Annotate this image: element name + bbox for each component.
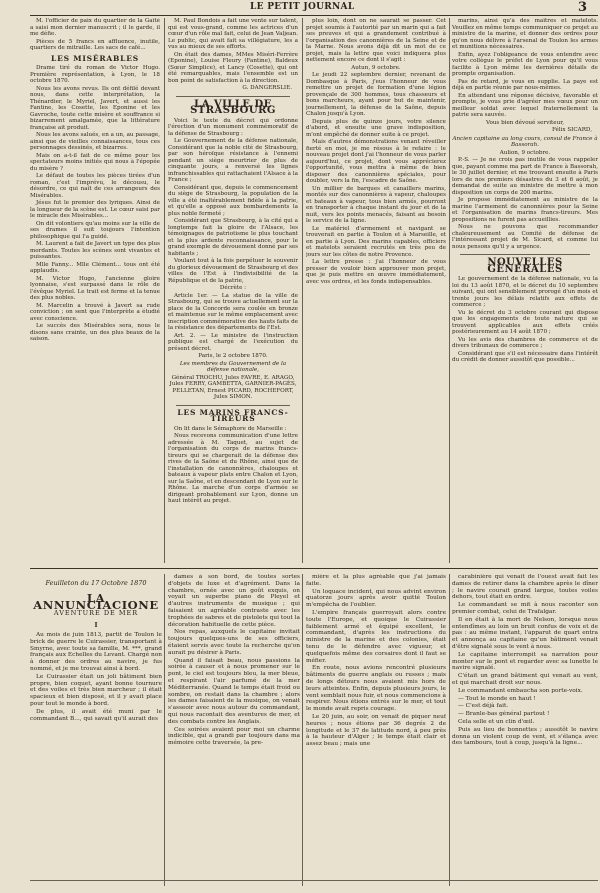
closing: Vous bien dévoué serviteur, (485, 119, 565, 126)
paragraph: carabinière qui venait de l'ouest avait fait les dames de retirer dans la chambre après le dîner ; le navire courait grand largue, toutes voiles dehors, tout était en ordre. (452, 574, 598, 601)
separator (176, 96, 290, 97)
paragraph: On dit volontiers qu'au moins sur la ville de ses drames il suit toujours l'intention philosophique qui l'a guidé. (30, 220, 160, 240)
paragraph: Jésus fut le premier des lyriques. Ainsi de la longueur de la scène est. Le cœur saisi par le miracle des Misérables... (30, 200, 160, 219)
paragraph: dames à son bord, de toutes sortes d'objets de luxe et d'agrément. Dans la chambre, ornée avec un goût exquis, on voyait un superbe piano de Pleyel et d'autres instruments de musique ; qui faisaient un agréable contraste avec les trophées de sabres et de pistolets qui tout la décoration habituelle de cette pièce. (168, 574, 300, 628)
feuilleton-column-4 (452, 574, 598, 886)
paragraph: En attendant une réponse décisive, favorable et prompte, je vous prie d'agréer mes vœux pour un meilleur soldat avec lequel fraternellement la patrie sera sauvée. (452, 92, 598, 118)
paragraph: — C'est déjà fait. (458, 703, 509, 710)
paragraph: Drame tiré du roman de Victor Hugo. Première représentation, à Lyon, le 18 octobre 1870. (30, 65, 160, 84)
signer-name: Félix SICARD, (551, 127, 592, 133)
story-part: I (94, 621, 98, 630)
paragraph: Ces soirées avaient pour moi un charme indicible, qui a grandi par toujours dans ma mémoire cette traversée, la pre- (168, 726, 300, 747)
signatories-label: Les membres du Gouvernement de la défense nationale, (179, 360, 287, 373)
separator (176, 405, 290, 406)
column-2 (168, 18, 298, 563)
paragraph: Nous recevons communication d'une lettre adressée à M. Taquet, au sujet de l'organisation du corps de marins francs-tireurs qui se chargerait de la défense des rives de la Saône et du Rhône, ainsi que de l'installation de canonnières, chaloupes et bateaux à vapeur plats entre Chalon et Lyon, sur la Saône, et en descendant de Lyon sur le Rhône. La marche d'un corps d'armée se dirigeant probablement sur Lyon, donne un haut intérêt au projet. (168, 433, 298, 504)
paragraph: M. Victor Hugo, l'ancienne gloire lyonnaise, s'est surpassé dans le rôle de l'évêque Myriel. Le trait est ferme et la tenue des plus nobles. (30, 275, 160, 301)
section-heading: LES MARINS FRANCS-TIREURS (177, 407, 289, 423)
paragraph: Le jeudi 22 septembre dernier, revenant de Dombasque à Paris, j'eus l'honneur de vous remettre un projet de formation d'une légion provençale de 300 hommes, tous chasseurs et bons marcheurs, ayant pour but de maintenir, journellement, la défense de la Saône, depuis Chalon jusqu'à Lyon. (306, 72, 446, 117)
dateline: Aulion, 9 octobre. (499, 149, 551, 156)
paragraph: Article 1er. — La statue de la ville de Strasbourg, qui se trouve actuellement sur la place de la Concorde sera coulée en bronze et maintenue sur le même emplacement avec inscription commémorative des hauts faits de la résistance des départements de l'Est. (168, 292, 298, 331)
column-divider (449, 574, 450, 886)
story-subtitle: AVENTURE DE MER (53, 609, 139, 618)
paragraph: Vu les avis des chambres de commerce et de divers tribunaux de commerce ; (452, 336, 598, 349)
paragraph: — Tout le monde en haut ! (458, 695, 536, 702)
paragraph: Pièces de 5 francs en affluence, inutile, quartiers de mitraille. Les sacs de café... (30, 38, 160, 51)
paragraph: Un millier de barques et canaillers marins, montés sur des canonnières à vapeur, chaloupes et bateaux à vapeur, tous bien armés, pourront en transporter à chaque instant du jour et de la nuit, vers les points menacés, faisant au besoin le service de la ligne. (306, 185, 446, 224)
paragraph: Depuis plus de quinze jours, votre silence d'abord, et ensuite une grave indisposition, m'ont empêché de donner suite à ce projet. (306, 118, 446, 138)
feuilleton-label: Feuilleton du 17 Octobre 1870 (45, 579, 147, 587)
paragraph: Le Gouvernement de la défense nationale, Considérant que la noble cité de Strasbourg, par son héroïque résistance à l'ennemi pendant un siège meurtrier de plus de cinquante jours, a renversé les lignes infranchissables qui rattachaient l'Alsace à la France ; (168, 138, 298, 183)
paragraph: marins, ainsi qu'à des maîtres et matelots. Veuillez en même temps communiquer ce projet au ministre de la marine, et donner des ordres pour qu'on nous délivre à l'arsenal de Toulon les armes et munitions nécessaires. (452, 18, 598, 50)
paragraph: Le commandant se mit à nous raconter son premier combat, celui de Trafalgar. (452, 602, 598, 615)
signer-title: Ancien capitaine au long cours, consul de France à Bassorah. (452, 135, 598, 148)
paragraph: M. Marcelin a trouvé à Javert sa rude conviction ; on sent que l'interprète a étudié avec conscience. (30, 302, 160, 322)
paragraph: M. Paul Bondois a fait une vente sur talent, qui est vous-grand, comme les actrices d'un cœur d'un rôle mal fait, celui de Jean Valjean. Le public, qui avait fait sa villégiature, les a vus au mieux de ses efforts. (168, 18, 298, 50)
paragraph: Nos repas, auxquels le capitaine invitait toujours quelques-uns de ses officiers, étaient servis avec toute la recherche qu'on aurait pu désirer à Paris. (168, 629, 300, 656)
paragraph: M. l'officier de paix du quartier de la Gaîté a saisi mon dernier manuscrit ; il le garde, il me défie. (30, 18, 160, 37)
paragraph: Nous ne pouvons que recommander chaleureusement au Comité de défense de l'intéressant projet de M. Sicard, et comme lui nous pensons qu'il y a urgence. (452, 224, 598, 250)
paragraph: Voici le texte du décret qui ordonne l'érection d'un monument commémoratif de la défense de Strasbourg : (168, 117, 298, 137)
column-3 (306, 18, 446, 563)
paragraph: Le défaut de toutes les pièces tirées d'un roman, c'est l'imprévu, le décousu, le désordre, ce qui naît de ces arrangeurs des Misérables. (30, 173, 160, 199)
paragraph: Au mois de juin 1813, partit de Toulon le brick de guerre le Cuirassier, transportant à Smyrne, avec toute sa famille, M. ***, grand français aux Echelles du Levant. Chargé non à donner des ordres au navire, je fus nommé, et je me trouvai ainsi à bord. (30, 631, 162, 672)
paragraph: — Branle-bas général partout ! (458, 711, 550, 718)
bottom-rule (30, 880, 598, 881)
date-line: Paris, le 2 octobre 1870. (198, 353, 268, 359)
paragraph: Considérant que Strasbourg, à la cité qui a longtemps fait la gloire de l'Alsace, les témoignages de patriotisme le plus touchant et la plus ardente reconnaissance, pour le grand exemple de dévouement donné par ses habitants ; (168, 218, 298, 257)
section-heading: LES MISÉRABLES (51, 53, 139, 63)
section-heading: LA VILLE DE STRASBOURG (190, 98, 276, 116)
feuilleton-rule (30, 568, 598, 569)
column-divider (302, 18, 303, 563)
column-divider (164, 574, 165, 886)
column-divider (449, 18, 450, 563)
story-title: LA ANNUNCIACIONE (33, 590, 159, 612)
paragraph: Je propose immédiatement au ministre de la marine l'armement de canonnières pour la Seine et l'organisation de marins francs-tireurs. Mes propositions ne furent pas accueillies. (452, 197, 598, 223)
paragraph: Enfin, ayez l'obligeance de vous entendre avec votre collègue le préfet de Lyon pour qu'il vous facilite à Lyon même les dernières détails de prompte organisation. (452, 51, 598, 77)
paragraph: Mlle Fanny... Mlle Clément... tous ont été applaudis. (30, 261, 160, 274)
paragraph: Cela selle et un clin d'œil. (458, 718, 535, 725)
paragraph: Le 20 juin, au soir, on venait de piquer neuf heures ; nous étions par 36 degrés 2 de longitude et le 37 de latitude nord, à peu près à la hauteur d'Alger ; le temps était clair et assez beau ; mais une (306, 713, 446, 748)
paragraph: P.-S. — Je ne crois pas inutile de vous rappeler que, payant comme ma part de France à Bassorah, le 30 juillet dernier, et me trouvant ensuite à Paris lors de nos premiers désastres du 3 et 6 août, je demandai de suite au ministre de mettre à mon disposition un corps de 200 marins. (452, 157, 598, 196)
paragraph: De plus, il avait été muni par le commandant B..., qui savait qu'il aurait des (30, 708, 162, 722)
paragraph: Le commandant embaucha son porte-voix. (458, 687, 583, 694)
masthead (0, 2, 600, 14)
paragraph: mière et la plus agréable que j'ai jamais faite. (306, 574, 446, 587)
paragraph: Nous les avons salués, en a un, au passage, ainsi que de vieilles connaissances, tous ces personnages dessinés, et bizarres. (30, 132, 160, 151)
section-heading: NOUVELLES GÉNÉRALES (487, 257, 563, 275)
paragraph: Un loquace incident, qui nous advint environ quatorze jours après avoir quitté Toulon m'empêcha de l'oublier. (306, 588, 446, 609)
paragraph: Le Cuirassier était un joli bâtiment bien propre, bien coquet, ayant bonne tournure et des voiles et très bien marcheur ; il était spacieux et bien disposé, et il y avait place pour tout le monde à bord. (30, 673, 162, 707)
feuilleton-column-1 (30, 574, 162, 886)
paragraph: Pas de retard, je vous en supplie. La paye est déjà en partie réunie par nous-mêmes. (452, 78, 598, 91)
paragraph: Le capitaine interrompit sa narration pour monter sur le pont et regarder avec sa lunette le navire signalé. (452, 651, 598, 672)
paragraph: Il en était à la mort de Nelson, lorsque nous entendîmes au loin un bruit confus de voix et de pas : au même instant, l'apparut de quart entra et annonça au capitaine qu'un bâtiment venait d'être signalé sous le vent à nous. (452, 616, 598, 650)
paragraph: Puis au lieu de bonnettes ; aussitôt le navire donna un violent coup de vent, et s'élança avec des tambours, tout à coup, jusqu'à la ligne... (452, 726, 598, 747)
paragraph: Le succès des Misérables sera, nous le disons sans crainte, un des plus beaux de la saison. (30, 323, 160, 342)
signatories: Général TROCHU, Jules FAVRE, E. ARAGO, Jules FERRY, GAMBETTA, GARNIER-PAGÈS, PELLETAN, Ernest PICARD, ROCHEFORT, Jules SIMON. (169, 374, 297, 400)
paragraph: On était des dames, MMes Miséri-Ferrère (Eponine), Louise Fleury (Fantine), Baldeux (Sœur Simplice), et Lancy (Cosette), qui ont été remarquables, mais l'ensemble est un bon point de satisfaction à la direction. (168, 51, 298, 84)
top-rule (30, 15, 598, 16)
paragraph: La lettre presse : j'ai l'honneur de vous presser de vouloir bien approuver mon projet, que je puis mettre en œuvre immédiatement, avec vos ordres, et les fonds indispensables. (306, 259, 446, 285)
paragraph: L'empire français guerroyait alors contre toute l'Europe, et quoique le Cuirassier faiblement armé et équipé excellent, le commandant, d'après les instructions du ministre de la marine et des colonies, était tenu de le défendre avec vigueur, et quelquefois même des corsaires dont il faut se méfier. (306, 609, 446, 664)
paragraph: Art. 2. — Le ministre de l'instruction publique est chargé de l'exécution du présent décret. (168, 332, 298, 352)
separator (460, 254, 590, 255)
feuilleton-column-3 (306, 574, 446, 886)
column-divider (164, 18, 165, 563)
paragraph: Quand il faisait beau, nous passions la soirée à causer et à nous promener sur le pont, le ciel est toujours bleu, la mer bleue, et respirant l'air parfumé de la mer Méditerranée. Quand le temps était froid ou sombre, on restait dans la chambre ; alors les dames faisaient de la musique, on venait s'asseoir avec nous autour du commandant, qui nous racontait des aventures de mer, et des combats contre les Anglais. (168, 657, 300, 725)
feuilleton-column-2 (168, 574, 300, 886)
paragraph: Nous les avons revus. Ils ont défilé devant nous, dans cette interprétation, la Thénardier, le Myriel, Javert, et aussi les Fantine, les Cosette, les Eponine et les Gavroche, toute cette misère et souffrance si bizarrement amalgamée, que la littérature française ait produit. (30, 85, 160, 131)
paragraph: M. Laurent a fait de Javert un type des plus mordants. Toutes les scènes sont vivantes et puissantes. (30, 241, 160, 260)
paragraph: Vu le décret du 3 octobre courant qui dispose que les engagements de toute nature qui se trouvent applicables aux effets créés postérieurement au 14 août 1870 ; (452, 309, 598, 335)
paragraph: plus loin, dont on ne saurait se passer. Cet projet soumis à l'autorité par un marin qui a fait ses preuves et qui a grandement contribué à l'organisation des canonnières de la Seine et de la Marne. Nous avons déjà dit un mot de ce projet, mais la lettre que voici indiquera plus nettement encore ce dont il s'agit : (306, 18, 446, 63)
paragraph: C'était un grand bâtiment qui venait au vent, et qui marchait droit sur nous. (452, 673, 598, 686)
column-4 (452, 18, 598, 563)
paragraph: Le gouvernement de la défense nationale, vu la loi du 13 août 1870, et le décret du 10 septembre suivant, qui ont sensiblement prorogé d'un mois et trente jours les délais relatifs aux effets de commerce ; (452, 276, 598, 308)
paragraph: Voulant tout à la fois perpétuer le souvenir du glorieux dévouement de Strasbourg et des villes de l'Est à l'indivisibilité de la République et de la patrie, (168, 258, 298, 284)
dateline: Autun, 9 octobre. (351, 64, 401, 71)
signature: G. DANGERSLIE. (242, 85, 292, 91)
column-1 (30, 18, 160, 563)
paragraph: Considérant que s'il est nécessaire dans l'intérêt du crédit de donner aussitôt que possible... (452, 350, 598, 363)
paragraph: Mais d'autres démonstrations venant réveiller fierté en moi, je me résous à le refaire : le nouveau projet dont j'ai l'honneur de vous parler aujourd'hui, ce projet, dont vous apprécierez l'opportunité, vous mettra à même de bien disposer des canonnières spéciales, pour doubler, vers la fin, l'escadre de Saône. (306, 139, 446, 184)
masthead-title: LE PETIT JOURNAL (250, 2, 355, 12)
column-divider (302, 574, 303, 886)
paragraph: Considérant que, depuis le commencement du siège de Strasbourg, la population de la ville a été inaltérablement fidèle à la patrie, et qu'elle a opposé aux bombardements la plus noble fermeté ; (168, 184, 298, 217)
decree-label: Décrète : (219, 285, 247, 291)
page-number: 3 (578, 0, 588, 15)
paragraph: Le matériel d'armement et navigant se trouverait en partie à Toulon et à Marseille, et en partie à Lyon. Des marins capables, officiers et matelots seraient recrutés en très peu de jours sur les côtes de notre Provence. (306, 225, 446, 258)
paragraph: Mais on a-t-il fait de ce même pour les spectateurs moins initiés qui nous à l'épopée du misère ? (30, 152, 160, 172)
paragraph: En route, nous avions rencontré plusieurs bâtiments de guerre anglais ou russes ; mais de longs détours nous avaient mis hors de leurs atteintes. Enfin, depuis plusieurs jours, le vent semblait nous fuir, et nous commencions à respirer. Nous étions entrés sur le mer, et tout le monde avait repris courage. (306, 665, 446, 713)
paragraph: On lit dans le Sémaphore de Marseille : (174, 425, 287, 432)
